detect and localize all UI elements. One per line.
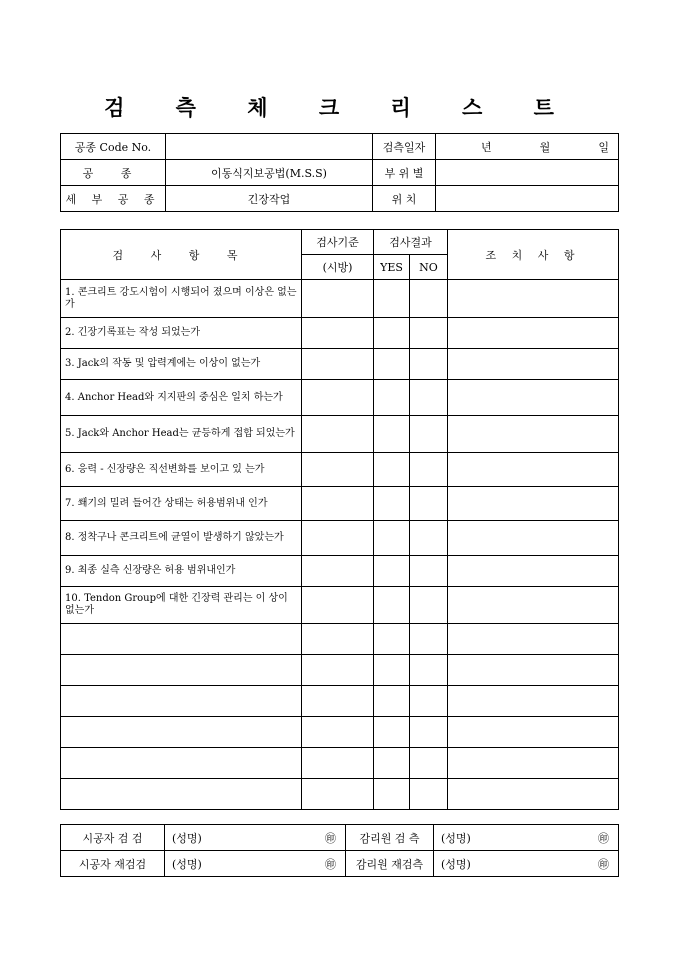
action-cell[interactable] xyxy=(448,717,619,748)
action-cell[interactable] xyxy=(448,624,619,655)
header-no: NO xyxy=(410,255,448,280)
work-type-code-value[interactable] xyxy=(166,134,373,160)
no-cell[interactable] xyxy=(410,349,448,380)
item-cell[interactable] xyxy=(61,686,302,717)
date-year-label: 년 xyxy=(481,140,492,154)
table-row xyxy=(61,416,619,453)
criteria-cell[interactable] xyxy=(302,717,374,748)
criteria-cell[interactable] xyxy=(302,521,374,556)
empty-row xyxy=(61,686,619,717)
check-item: 9. 최종 실측 신장량은 허용 범위내인가 xyxy=(61,556,302,587)
action-cell[interactable] xyxy=(448,416,619,453)
yes-cell[interactable] xyxy=(374,686,410,717)
criteria-cell[interactable] xyxy=(302,624,374,655)
check-item: 10. Tendon Group에 대한 긴장력 관리는 이 상이 없는가 xyxy=(61,587,302,624)
name-placeholder: (성명) xyxy=(441,857,471,871)
criteria-cell[interactable] xyxy=(302,779,374,810)
name-placeholder: (성명) xyxy=(172,831,202,845)
signature-table xyxy=(60,824,619,877)
criteria-cell[interactable] xyxy=(302,318,374,349)
no-cell[interactable] xyxy=(410,686,448,717)
name-placeholder: (성명) xyxy=(172,857,202,871)
criteria-cell[interactable] xyxy=(302,380,374,416)
detail-label: 세 부 공 종 xyxy=(61,186,166,212)
no-cell[interactable] xyxy=(410,521,448,556)
info-row-work-type xyxy=(61,160,619,186)
header-criteria-sub: (시방) xyxy=(302,255,374,280)
location-value[interactable] xyxy=(436,186,619,212)
no-cell[interactable] xyxy=(410,717,448,748)
date-month-label: 월 xyxy=(539,140,551,154)
check-item: 8. 정착구나 콘크리트에 균열이 발생하기 않았는가 xyxy=(61,521,302,556)
work-type-value[interactable]: 이동식지보공법(M.S.S) xyxy=(166,160,373,186)
header-action: 조 치 사 항 xyxy=(448,230,619,280)
contractor-inspect-label: 시공자 검 검 xyxy=(61,825,165,851)
action-cell[interactable] xyxy=(448,318,619,349)
name-placeholder: (성명) xyxy=(441,831,471,845)
seal-icon: ㊞ xyxy=(598,831,609,845)
criteria-cell[interactable] xyxy=(302,686,374,717)
no-cell[interactable] xyxy=(410,380,448,416)
item-cell[interactable] xyxy=(61,717,302,748)
criteria-cell[interactable] xyxy=(302,587,374,624)
detail-value[interactable]: 긴장작업 xyxy=(166,186,373,212)
empty-row xyxy=(61,717,619,748)
yes-cell[interactable] xyxy=(374,521,410,556)
yes-cell[interactable] xyxy=(374,655,410,686)
criteria-cell[interactable] xyxy=(302,280,374,318)
action-cell[interactable] xyxy=(448,521,619,556)
criteria-cell[interactable] xyxy=(302,349,374,380)
yes-cell[interactable] xyxy=(374,280,410,318)
table-row xyxy=(61,349,619,380)
yes-cell[interactable] xyxy=(374,416,410,453)
header-yes: YES xyxy=(374,255,410,280)
location-label: 위 치 xyxy=(373,186,436,212)
yes-cell[interactable] xyxy=(374,717,410,748)
check-item: 5. Jack와 Anchor Head는 균등하게 접합 되었는가 xyxy=(61,416,302,453)
yes-cell[interactable] xyxy=(374,453,410,487)
item-cell[interactable] xyxy=(61,624,302,655)
no-cell[interactable] xyxy=(410,453,448,487)
yes-cell[interactable] xyxy=(374,487,410,521)
info-row-code xyxy=(61,134,619,160)
action-cell[interactable] xyxy=(448,349,619,380)
yes-cell[interactable] xyxy=(374,349,410,380)
empty-row xyxy=(61,624,619,655)
supervisor-inspect-sign[interactable] xyxy=(434,825,619,851)
no-cell[interactable] xyxy=(410,655,448,686)
info-table xyxy=(60,133,619,212)
no-cell[interactable] xyxy=(410,779,448,810)
action-cell[interactable] xyxy=(448,487,619,521)
no-cell[interactable] xyxy=(410,587,448,624)
check-item: 7. 쐐기의 밀려 들어간 상태는 허용범위내 인가 xyxy=(61,487,302,521)
yes-cell[interactable] xyxy=(374,556,410,587)
checklist-table xyxy=(60,229,619,810)
check-item: 4. Anchor Head와 지지판의 중심은 일치 하는가 xyxy=(61,380,302,416)
yes-cell[interactable] xyxy=(374,779,410,810)
no-cell[interactable] xyxy=(410,487,448,521)
item-cell[interactable] xyxy=(61,655,302,686)
contractor-inspect-sign[interactable] xyxy=(165,825,346,851)
contractor-reinspect-label: 시공자 재검검 xyxy=(61,851,165,877)
criteria-cell[interactable] xyxy=(302,655,374,686)
seal-icon: ㊞ xyxy=(598,857,609,871)
table-row xyxy=(61,556,619,587)
signature-row-inspect xyxy=(61,825,619,851)
table-row xyxy=(61,487,619,521)
table-row xyxy=(61,380,619,416)
supervisor-reinspect-sign[interactable] xyxy=(434,851,619,877)
check-item: 2. 긴장기록표는 작성 되었는가 xyxy=(61,318,302,349)
empty-row xyxy=(61,655,619,686)
table-row xyxy=(61,521,619,556)
action-cell[interactable] xyxy=(448,453,619,487)
table-row xyxy=(61,453,619,487)
supervisor-reinspect-label: 감리원 재검측 xyxy=(346,851,434,877)
criteria-cell[interactable] xyxy=(302,416,374,453)
inspection-date-label: 검측일자 xyxy=(373,134,436,160)
no-cell[interactable] xyxy=(410,416,448,453)
work-type-code-label: 공종 Code No. xyxy=(61,134,166,160)
no-cell[interactable] xyxy=(410,318,448,349)
yes-cell[interactable] xyxy=(374,318,410,349)
empty-row xyxy=(61,779,619,810)
item-cell[interactable] xyxy=(61,748,302,779)
no-cell[interactable] xyxy=(410,748,448,779)
part-value[interactable] xyxy=(436,160,619,186)
header-result: 검사결과 xyxy=(374,230,448,255)
header-criteria: 검사기준 xyxy=(302,230,374,255)
table-row xyxy=(61,318,619,349)
contractor-reinspect-sign[interactable] xyxy=(165,851,346,877)
table-row xyxy=(61,280,619,318)
no-cell[interactable] xyxy=(410,556,448,587)
yes-cell[interactable] xyxy=(374,380,410,416)
table-row xyxy=(61,587,619,624)
action-cell[interactable] xyxy=(448,280,619,318)
action-cell[interactable] xyxy=(448,779,619,810)
no-cell[interactable] xyxy=(410,624,448,655)
no-cell[interactable] xyxy=(410,280,448,318)
seal-icon: ㊞ xyxy=(325,857,336,871)
criteria-cell[interactable] xyxy=(302,487,374,521)
action-cell[interactable] xyxy=(448,380,619,416)
seal-icon: ㊞ xyxy=(325,831,336,845)
info-row-detail xyxy=(61,186,619,212)
work-type-label: 공 종 xyxy=(61,160,166,186)
item-cell[interactable] xyxy=(61,779,302,810)
yes-cell[interactable] xyxy=(374,587,410,624)
check-item: 1. 콘크리트 강도시험이 시행되어 졌으며 이상은 없는가 xyxy=(61,280,302,318)
criteria-cell[interactable] xyxy=(302,453,374,487)
action-cell[interactable] xyxy=(448,587,619,624)
inspection-date-value[interactable] xyxy=(436,134,619,160)
check-item: 6. 응력 - 신장량은 직선변화를 보이고 있 는가 xyxy=(61,453,302,487)
yes-cell[interactable] xyxy=(374,624,410,655)
yes-cell[interactable] xyxy=(374,748,410,779)
date-day-label: 일 xyxy=(598,140,609,154)
empty-row xyxy=(61,748,619,779)
check-item: 3. Jack의 작동 및 압력계에는 이상이 없는가 xyxy=(61,349,302,380)
criteria-cell[interactable] xyxy=(302,748,374,779)
action-cell[interactable] xyxy=(448,655,619,686)
signature-row-reinspect xyxy=(61,851,619,877)
action-cell[interactable] xyxy=(448,556,619,587)
criteria-cell[interactable] xyxy=(302,556,374,587)
action-cell[interactable] xyxy=(448,748,619,779)
part-label: 부 위 별 xyxy=(373,160,436,186)
header-item: 검 사 항 목 xyxy=(61,230,302,280)
page-title: 검 측 체 크 리 스 트 xyxy=(104,95,576,120)
action-cell[interactable] xyxy=(448,686,619,717)
supervisor-inspect-label: 감리원 검 측 xyxy=(346,825,434,851)
